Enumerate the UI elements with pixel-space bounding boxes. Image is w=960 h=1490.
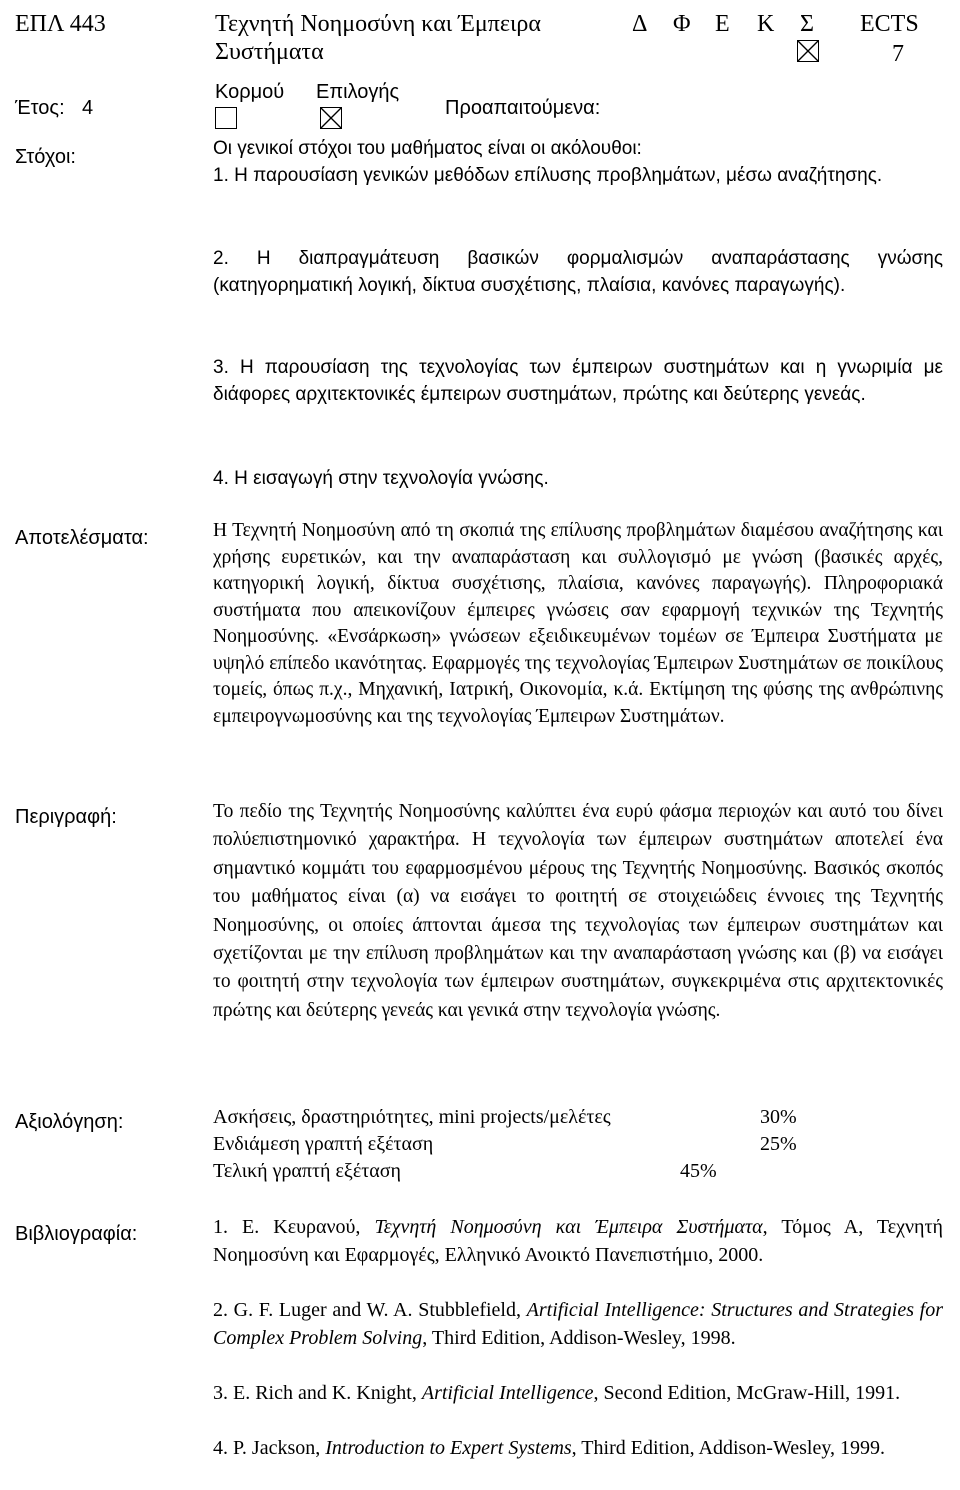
ects-label: ECTS (860, 11, 919, 37)
type-e: Ε (715, 11, 730, 37)
bib-details: , Τόμος Α, Τεχνητή Νοημοσύνη και Εφαρμογές, Ελληνικό Ανοικτό Πανεπιστήμιο, 2000. (213, 1216, 943, 1266)
description-text: Το πεδίο της Τεχνητής Νοημοσύνης καλύπτει ένα ευρύ φάσμα περιοχών και αυτό του δίνει πολύεπιστημονικό χαρακτήρα. Η τεχνολογία των έμπειρων συστημάτων αποτελεί ένα σημαντικό κομμάτι του εφαρμοσμένου μέρους της Τεχνητής Νοημοσύνης. Βασικός σκοπός του μαθήματος είναι (α) να εισάγει το φοιτητή σε στοιχειώδεις έννοιες της Τεχνητής Νοημοσύνης, οι οποίες άπτονται άμεσα της τεχνολογίας των έμπειρων συστημάτων και σχετίζονται με την επίλυση προβλημάτων και την αναπαράσταση γνώσης και (β) να εισάγει το φοιτητή στην τεχνολογία των έμπειρων συστημάτων, συγκεκριμένα στις αρχιτεκτονικές πρώτης και δεύτερης γενεάς και γενικά στην τεχνολογία γνώσης. (213, 801, 943, 1021)
bib-authors: 3. E. Rich and K. Knight, (213, 1382, 422, 1404)
bib-details: , Third Edition, Addison-Wesley, 1999. (571, 1437, 886, 1459)
objectives-intro: Οι γενικοί στόχοι του μαθήματος είναι οι ακόλουθοι: (213, 138, 642, 159)
assessment-weight: 45% (680, 1160, 717, 1182)
bibliography-item (213, 1379, 943, 1407)
assessment-item: Τελική γραπτή εξέταση (213, 1160, 401, 1182)
objective-item: 1. Η παρουσίαση γενικών μεθόδων επίλυσης προβλημάτων, μέσω αναζήτησης. (213, 165, 883, 186)
bib-title: Introduction to Expert Systems (325, 1437, 572, 1459)
outcomes-text: Η Τεχνητή Νοημοσύνη από τη σκοπιά της επίλυσης προβλημάτων διαμέσου αναζήτησης και χρήσης ευρετικών, και την αναπαράσταση και συλλογισμό με γνώση (βασικές αρχές, κατηγορική λογική, δίκτυα συσχέτισης, πλαίσια, κανόνες παραγωγής). Πληροφοριακά συστήματα που απεικονίζουν έμπειρες γνώσεις σαν εφαρμογή τεχνικών της Τεχνητής Νοημοσύνης. «Ενσάρκωση» γνώσεων εξειδικευμένων τομέων σε Έμπειρα Συστήματα με υψηλό επίπεδο ικανότητας. Εφαρμογές της τεχνολογίας Έμπειρων Συστημάτων σε ποικίλους τομείς, όπως π.χ., Μηχανική, Ιατρική, Οικονομία, κ.ά. Εκτίμηση της φύσης της ανθρώπινης εμπειρογνωμοσύνης και της τεχνολογίας Έμπειρων Συστημάτων. (213, 520, 943, 727)
bib-details: , Third Edition, Addison-Wesley, 1998. (422, 1327, 736, 1349)
bibliography-item (213, 1213, 943, 1269)
core-checkbox[interactable] (215, 107, 237, 129)
core-label: Κορμού (215, 81, 285, 103)
type-s: Σ (800, 11, 814, 37)
ects-value: 7 (892, 41, 904, 67)
type-k: Κ (757, 11, 775, 37)
type-s-checkbox[interactable] (797, 40, 819, 62)
assessment-weight: 25% (760, 1133, 797, 1155)
assessment-item: Ασκήσεις, δραστηριότητες, mini projects/μελέτες (213, 1106, 611, 1128)
bibliography-item (213, 1434, 943, 1462)
year-label: Έτος: (15, 97, 65, 119)
type-d: Δ (632, 11, 648, 37)
assessment-label: Αξιολόγηση: (15, 1111, 124, 1133)
objective-item: 4. Η εισαγωγή στην τεχνολογία γνώσης. (213, 468, 549, 489)
objective-item: 3. Η παρουσίαση της τεχνολογίας των έμπειρων συστημάτων και η γνωριμία με διάφορες αρχιτεκτονικές έμπειρων συστημάτων, πρώτης και δεύτερης γενεάς. (213, 357, 943, 405)
prerequisites-label: Προαπαιτούμενα: (445, 97, 601, 119)
bib-authors: 2. G. F. Luger and W. A. Stubblefield, (213, 1299, 527, 1321)
elective-label: Επιλογής (316, 81, 400, 103)
checkmark-x-icon (321, 108, 341, 128)
description-label: Περιγραφή: (15, 806, 117, 828)
course-title: Τεχνητή Νοημοσύνη και Έμπειρα Συστήματα (215, 11, 541, 65)
type-f: Φ (673, 11, 691, 37)
objective-item: 2. Η διαπραγμάτευση βασικών φορμαλισμών αναπαράστασης γνώσης (κατηγορηματική λογική, δίκτυα συσχέτισης, πλαίσια, κανόνες παραγωγής). (213, 248, 943, 296)
bibliography-label: Βιβλιογραφία: (15, 1223, 138, 1245)
bib-title: Τεχνητή Νοημοσύνη και Έμπειρα Συστήματα (374, 1216, 763, 1238)
bib-details: , Second Edition, McGraw-Hill, 1991. (593, 1382, 901, 1404)
bib-authors: 1. Ε. Κευρανού, (213, 1216, 375, 1238)
bib-authors: 4. P. Jackson, (213, 1437, 326, 1459)
outcomes-label: Αποτελέσματα: (15, 527, 149, 549)
bib-title: Artificial Intelligence (421, 1382, 594, 1404)
year-value: 4 (82, 97, 94, 119)
assessment-weight: 30% (760, 1106, 797, 1128)
course-code: ΕΠΛ 443 (15, 11, 106, 37)
elective-checkbox[interactable] (320, 107, 342, 129)
checkmark-x-icon (798, 41, 818, 61)
objectives-label: Στόχοι: (15, 146, 76, 168)
assessment-item: Ενδιάμεση γραπτή εξέταση (213, 1133, 434, 1155)
bib-title: Artificial Intelligence: Structures and Strategies for Complex Problem Solving (213, 1299, 943, 1349)
bibliography-item (213, 1296, 943, 1352)
